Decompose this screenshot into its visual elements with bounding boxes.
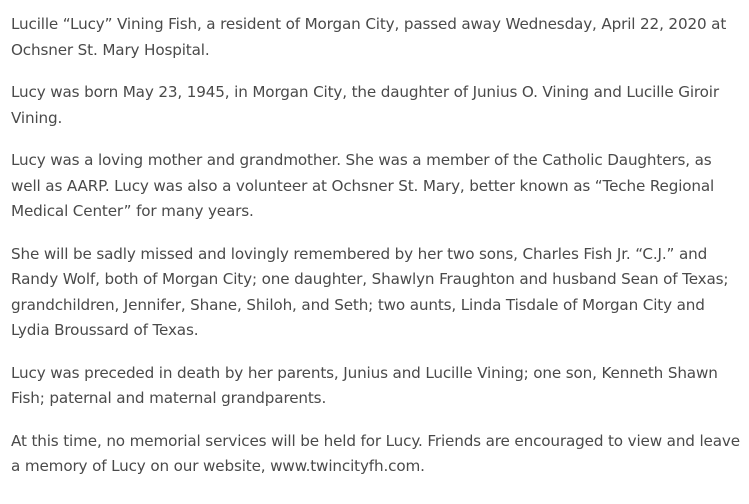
paragraph-life: Lucy was a loving mother and grandmother. She was a member of the Catholic Daughters, as well as AARP. Lucy was also a volunteer at Ochsner St. Mary, better known as “Teche Regional Medical Center” for many years. xyxy=(11,151,715,220)
paragraph-preceded: Lucy was preceded in death by her parents, Junius and Lucille Vining; one son, Kenneth Shawn Fish; paternal and maternal grandparents. xyxy=(11,363,718,407)
paragraph-survivors: She will be sadly missed and lovingly remembered by her two sons, Charles Fish Jr. “C.J.” and Randy Wolf, both of Morgan City; one daughter, Shawlyn Fraughton and husband Sean of Texas; grandchildren, Jennifer, Shane, Shiloh, and Seth; two aunts, Linda Tisdale of Morgan City and Lydia Broussard of Texas. xyxy=(11,244,729,339)
paragraph-announcement: Lucille “Lucy” Vining Fish, a resident of Morgan City, passed away Wednesday, April 22, 2020 at Ochsner St. Mary Hospital. xyxy=(11,15,727,59)
obituary-text xyxy=(11,12,743,497)
paragraph-services: At this time, no memorial services will be held for Lucy. Friends are encouraged to view and leave a memory of Lucy on our website, www.twincityfh.com. xyxy=(11,431,740,475)
paragraph-birth: Lucy was born May 23, 1945, in Morgan City, the daughter of Junius O. Vining and Lucille Giroir Vining. xyxy=(11,83,719,127)
